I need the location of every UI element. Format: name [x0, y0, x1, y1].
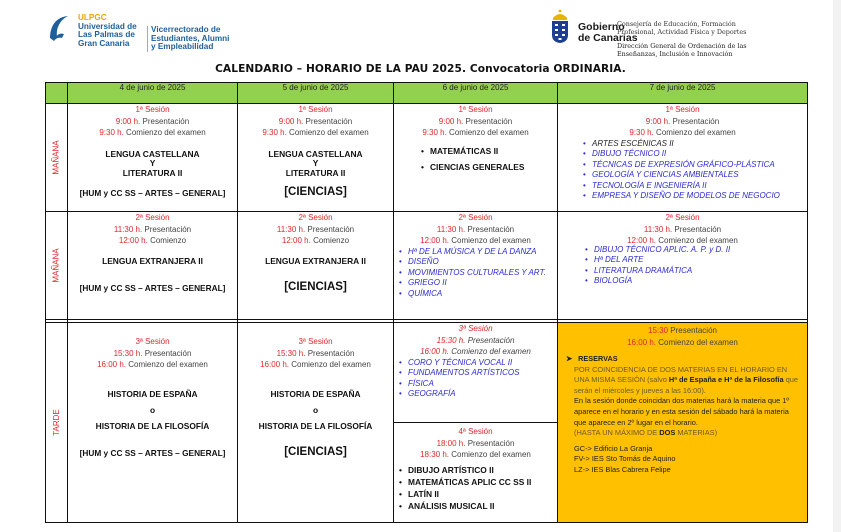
- reserve-paragraph-2: En la sesión donde coincidan dos materias hará la materia que 1º aparece en el horario y en esta sesión del sábado hará la materia que aparece en 2º lugar en el horario.: [574, 396, 790, 427]
- subject: • GRIEGO II: [398, 278, 557, 289]
- student-group: [CIENCIAS]: [284, 185, 347, 198]
- time-slot-label: MAÑANA: [46, 212, 68, 320]
- subject-list: [558, 245, 807, 287]
- schedule-cell: 1ª Sesión 9:00 h. Presentación 9:30 h. Comienzo del examen • MATEMÁTICAS II • CIENCIAS GENERALES: [394, 104, 558, 212]
- column-header-day-4: 7 de junio de 2025: [558, 83, 808, 104]
- reserve-paragraph-1: POR COINCIDENCIA DE DOS MATERIAS EN EL HORARIO EN UNA MISMA SESIÓN (salvo Hª de España e Hª de la Filosofía que serán el miércoles y jueves a las 16:00).: [574, 364, 798, 395]
- reserve-paragraph-3: (HASTA UN MÁXIMO DE DOS MATERIAS): [574, 428, 718, 438]
- canarias-coat-of-arms-icon: [549, 8, 571, 44]
- session-label: 1ª Sesión: [298, 105, 333, 114]
- corner-cell: [46, 83, 68, 104]
- schedule-cell: [394, 323, 558, 523]
- subject: • Hª DE LA MÚSICA Y DE LA DANZA: [398, 247, 557, 258]
- session-label: 1ª Sesión: [135, 105, 170, 114]
- subject: • GEOGRAFÍA: [398, 389, 557, 400]
- subject: • EMPRESA Y DISEÑO DE MODELOS DE NEGOCIO: [582, 191, 807, 202]
- subject: • DIBUJO ARTÍSTICO II: [398, 464, 557, 476]
- session-label: 4ª Sesión: [458, 427, 493, 436]
- subject: • FÍSICA: [398, 379, 557, 390]
- schedule-cell: 3ª Sesión 15:30 h. Presentación 16:00 h. Comienzo del examen HISTORIA DE ESPAÑA o HISTORIA DE LA FILOSOFÍA [CIENCIAS]: [238, 323, 394, 523]
- session-label: 2ª Sesión: [458, 213, 493, 222]
- subject: HISTORIA DE ESPAÑA o HISTORIA DE LA FILOSOFÍA: [95, 388, 210, 431]
- subject: • DIBUJO TÉCNICO II: [582, 149, 807, 160]
- column-header-day-1: 4 de junio de 2025: [68, 83, 238, 104]
- session-row-3: [46, 323, 808, 523]
- gobierno-name: Gobierno de Canarias: [578, 21, 638, 44]
- reserve-notes: [558, 354, 807, 476]
- subject: • MOVIMIENTOS CULTURALES Y ART.: [398, 268, 557, 279]
- subject: • LATÍN II: [398, 488, 557, 500]
- schedule-cell: 1ª Sesión 9:00 h. Presentación 9:30 h. Comienzo del examen LENGUA CASTELLANA Y LITERATURA II [HUM y CC SS – ARTES – GENERAL]: [68, 104, 238, 212]
- schedule-cell: 2ª Sesión 11:30 h. Presentación 12:00 h. Comienzo LENGUA EXTRANJERA II [CIENCIAS]: [238, 212, 394, 320]
- subject-list: [394, 145, 557, 173]
- session-label: 2ª Sesión: [135, 213, 170, 222]
- session-4-block: 4ª Sesión 18:00 h. Presentación 18:30 h. Comienzo del examen • DIBUJO ARTÍSTICO II • MATEMÁTICAS APLIC CC SS II • LATÍN II • ANÁLISIS MUSICAL II: [394, 423, 557, 512]
- time-slot-label: TARDE: [46, 323, 68, 523]
- time-slot-label: MAÑANA: [46, 104, 68, 212]
- session-row-1: [46, 104, 808, 212]
- logo-divider: [147, 26, 148, 52]
- vicerrectorado-name: Vicerrectorado de Estudiantes, Alumni y Empleabilidad: [151, 25, 230, 52]
- schedule-cell: 2ª Sesión 11:30 h. Presentación 12:00 h. Comienzo del examen • DIBUJO TÉCNICO APLIC. A. P. y D. II • Hª DEL ARTE • LITERATURA DRAMÁTICA • BIOLOGÍA: [558, 212, 808, 320]
- schedule-cell: 1ª Sesión 9:00 h. Presentación 9:30 h. Comienzo del examen LENGUA CASTELLANA Y LITERATURA II [CIENCIAS]: [238, 104, 394, 212]
- subject: • LITERATURA DRAMÁTICA: [584, 266, 807, 277]
- reserve-session-cell: 15:30 Presentación 16:00 h. Comienzo del examen ➤ RESERVAS POR COINCIDENCIA DE DOS MATERIAS EN EL HORARIO EN UNA MISMA SESIÓN (salvo Hª de España e Hª de la Filosofía que serán el miércoles y jueves a las 16:00). En la sesión donde coincidan dos materias hará la materia que 1º aparece en el horario y en esta sesión del sábado hará la materia que aparece en 2º lugar en el horario. (HASTA UN MÁXIMO DE DOS MATERIAS) GC-> Edificio La Granja FV-> IES Sto Tomás de Aquino LZ-> IES Blas Cabrera Felipe: [558, 323, 808, 523]
- document-title: CALENDARIO – HORARIO DE LA PAU 2025. Convocatoria ORDINARIA.: [215, 63, 626, 75]
- student-group: [CIENCIAS]: [284, 445, 347, 458]
- subject: • CIENCIAS GENERALES: [420, 161, 557, 173]
- subject: • MATEMÁTICAS APLIC CC SS II: [398, 476, 557, 488]
- subject-list: [558, 139, 807, 203]
- subject: HISTORIA DE ESPAÑA o HISTORIA DE LA FILOSOFÍA: [258, 388, 373, 431]
- exam-schedule-table: [45, 82, 808, 523]
- subject-list: [394, 247, 557, 300]
- subject: LENGUA EXTRANJERA II: [102, 255, 203, 266]
- consejeria-name: Consejería de Educación, Formación Profesional, Actividad Física y Deportes: [617, 20, 747, 36]
- session-label: 2ª Sesión: [298, 213, 333, 222]
- session-label: 1ª Sesión: [665, 105, 700, 114]
- session-label: 3ª Sesión: [135, 337, 170, 346]
- exam-location: LZ-> IES Blas Cabrera Felipe: [574, 464, 671, 474]
- direccion-general-name: Dirección General de Ordenación de las Enseñanzas, Inclusión e Innovación: [617, 42, 747, 58]
- session-label: 2ª Sesión: [665, 213, 700, 222]
- schedule-cell: 3ª Sesión 15:30 h. Presentación 16:00 h. Comienzo del examen HISTORIA DE ESPAÑA o HISTORIA DE LA FILOSOFÍA [HUM y CC SS – ARTES – GENERAL]: [68, 323, 238, 523]
- subject-list: [394, 358, 557, 400]
- schedule-cell: 1ª Sesión 9:00 h. Presentación 9:30 h. Comienzo del examen • ARTES ESCÉNICAS II • DIBUJO TÉCNICO II • TÉCNICAS DE EXPRESIÓN GRÁFICO-PLÁSTICA • GEOLOGÍA Y CIENCIAS AMBIENTALES • TECNOLOGÍA E INGENIERÍA II • EMPRESA Y DISEÑO DE MODELOS DE NEGOCIO: [558, 104, 808, 212]
- subject: • TECNOLOGÍA E INGENIERÍA II: [582, 181, 807, 192]
- student-group: [HUM y CC SS – ARTES – GENERAL]: [79, 447, 226, 458]
- subject: • DISEÑO: [398, 257, 557, 268]
- student-group: [HUM y CC SS – ARTES – GENERAL]: [79, 187, 226, 198]
- subject: • Hª DEL ARTE: [584, 255, 807, 266]
- column-header-day-3: 6 de junio de 2025: [394, 83, 558, 104]
- page-margin: [833, 0, 841, 532]
- schedule-cell: 2ª Sesión 11:30 h. Presentación 12:00 h. Comienzo del examen • Hª DE LA MÚSICA Y DE LA DANZA • DISEÑO • MOVIMIENTOS CULTURALES Y ART. • GRIEGO II • QUÍMICA: [394, 212, 558, 320]
- session-label: 1ª Sesión: [458, 105, 493, 114]
- session-label: 3ª Sesión: [458, 324, 493, 333]
- reserve-heading: ➤ RESERVAS: [566, 354, 618, 363]
- subject: • CORO Y TÉCNICA VOCAL II: [398, 358, 557, 369]
- subject: • MATEMÁTICAS II: [420, 145, 557, 157]
- subject: • BIOLOGÍA: [584, 276, 807, 287]
- ulpgc-wave-icon: [48, 14, 72, 42]
- session-label: 3ª Sesión: [298, 337, 333, 346]
- subject: LENGUA CASTELLANA Y LITERATURA II: [105, 148, 200, 178]
- session-row-2: [46, 212, 808, 320]
- schedule-cell: 2ª Sesión 11:30 h. Presentación 12:00 h. Comienzo LENGUA EXTRANJERA II [HUM y CC SS – ARTES – GENERAL]: [68, 212, 238, 320]
- session-3-block: 3ª Sesión 15:30 h. Presentación 16:00 h. Comienzo del examen • CORO Y TÉCNICA VOCAL II • FUNDAMENTOS ARTÍSTICOS • FÍSICA • GEOGRAFÍA: [394, 323, 557, 423]
- subject: LENGUA CASTELLANA Y LITERATURA II: [268, 148, 363, 178]
- exam-location: FV-> IES Sto Tomás de Aquino: [574, 454, 676, 464]
- header-row: [46, 83, 808, 104]
- exam-location: GC-> Edificio La Granja: [574, 443, 653, 453]
- subject: • ANÁLISIS MUSICAL II: [398, 500, 557, 512]
- gobierno-canarias-logo: [546, 8, 786, 60]
- subject-list: [394, 464, 557, 512]
- subject: • GEOLOGÍA Y CIENCIAS AMBIENTALES: [582, 170, 807, 181]
- student-group: [CIENCIAS]: [284, 280, 347, 293]
- ulpgc-logo: [48, 14, 238, 52]
- subject: LENGUA EXTRANJERA II: [265, 255, 366, 266]
- subject: • TÉCNICAS DE EXPRESIÓN GRÁFICO-PLÁSTICA: [582, 160, 807, 171]
- arrow-bullet-icon: ➤: [566, 354, 573, 363]
- subject: • QUÍMICA: [398, 289, 557, 300]
- student-group: [HUM y CC SS – ARTES – GENERAL]: [79, 282, 226, 293]
- subject: • FUNDAMENTOS ARTÍSTICOS: [398, 368, 557, 379]
- subject: • DIBUJO TÉCNICO APLIC. A. P. y D. II: [584, 245, 807, 256]
- ulpgc-name: ULPGC Universidad de Las Palmas de Gran Canaria: [78, 13, 137, 48]
- subject: • ARTES ESCÉNICAS II: [582, 139, 807, 150]
- column-header-day-2: 5 de junio de 2025: [238, 83, 394, 104]
